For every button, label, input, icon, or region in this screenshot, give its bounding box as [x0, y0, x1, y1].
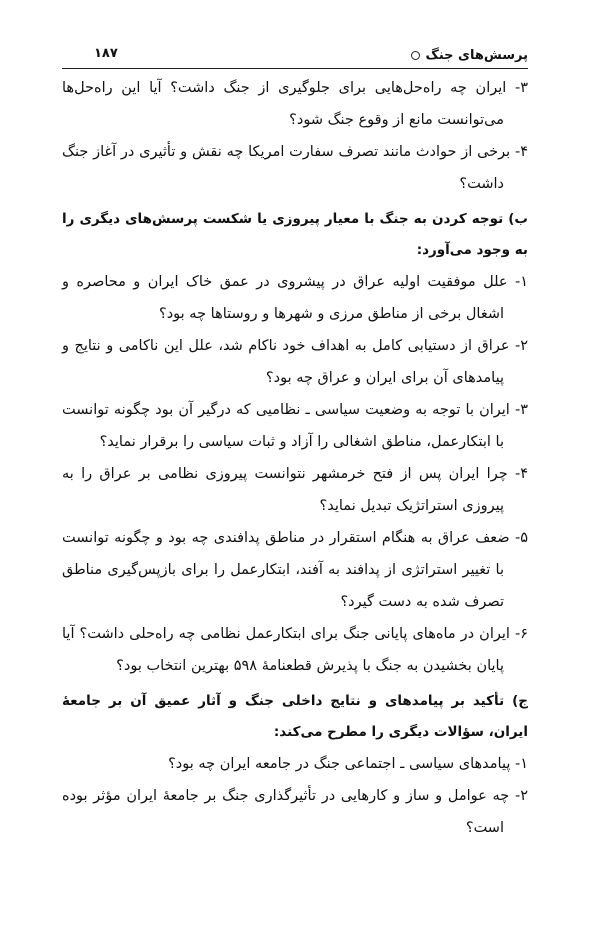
question-item: ۵- ضعف عراق به هنگام استقرار در مناطق پدافندی چه بود و چگونه توانست با تغییر استراتژی از پدافند به آفند، ابتکارعمل را برای بازپس‌گیری مناطق تصرف شده به دست گیرد؟ [62, 530, 528, 610]
question-item: ۲- عراق از دستیابی کامل به اهداف خود ناکام شد، علل این ناکامی و نتایج و پیامدهای آن برای ایران و عراق چه بود؟ [62, 338, 528, 386]
section-heading-c: ج) تأکید بر پیامدهای و نتایج داخلی جنگ و آثار عمیق آن بر جامعهٔ ایران، سؤالات دیگری را مطرح می‌کند: [62, 693, 528, 740]
page-header [62, 44, 528, 69]
circle-ornament-icon [411, 51, 420, 60]
page-number: ۱۸۷ [94, 46, 118, 61]
question-item: ۱- پیامدهای سیاسی ـ اجتماعی جنگ در جامعه ایران چه بود؟ [168, 756, 528, 772]
question-item: ۴- چرا ایران پس از فتح خرمشهر نتوانست پیروزی نظامی بر عراق را به پیروزی استراتژیک تبدیل نماید؟ [62, 466, 528, 514]
question-item: ۶- ایران در ماه‌های پایانی جنگ برای ابتکارعمل نظامی چه راه‌حلی داشت؟ آیا پایان بخشیدن به جنگ با پذیرش قطعنامهٔ ۵۹۸ بهترین انتخاب بود؟ [62, 626, 528, 674]
question-item: ۳- ایران با توجه به وضعیت سیاسی ـ نظامیی که درگیر آن بود چگونه توانست با ابتکارعمل، مناطق اشغالی را آزاد و ثبات سیاسی را برقرار نماید؟ [62, 402, 528, 450]
question-item: ۴- برخی از حوادث مانند تصرف سفارت امریکا چه نقش و تأثیری در آغاز جنگ داشت؟ [62, 144, 528, 192]
question-item: ۲- چه عوامل و ساز و کارهایی در تأثیرگذاری جنگ بر جامعهٔ ایران مؤثر بوده است؟ [62, 788, 528, 836]
question-item: ۱- علل موفقیت اولیه عراق در پیشروی در عمق خاک ایران و محاصره و اشغال برخی از مناطق مرزی و شهرها و روستاها چه بود؟ [62, 274, 528, 322]
section-heading-b: ب) توجه کردن به جنگ با معیار پیروزی یا شکست پرسش‌های دیگری را به وجود می‌آورد: [62, 211, 528, 258]
running-title-text: پرسش‌های جنگ [425, 48, 528, 63]
question-item: ۳- ایران چه راه‌حل‌هایی برای جلوگیری از جنگ داشت؟ آیا این راه‌حل‌ها می‌توانست مانع از وقوع جنگ شود؟ [62, 80, 528, 128]
page-body [62, 72, 528, 844]
running-title [411, 48, 528, 63]
